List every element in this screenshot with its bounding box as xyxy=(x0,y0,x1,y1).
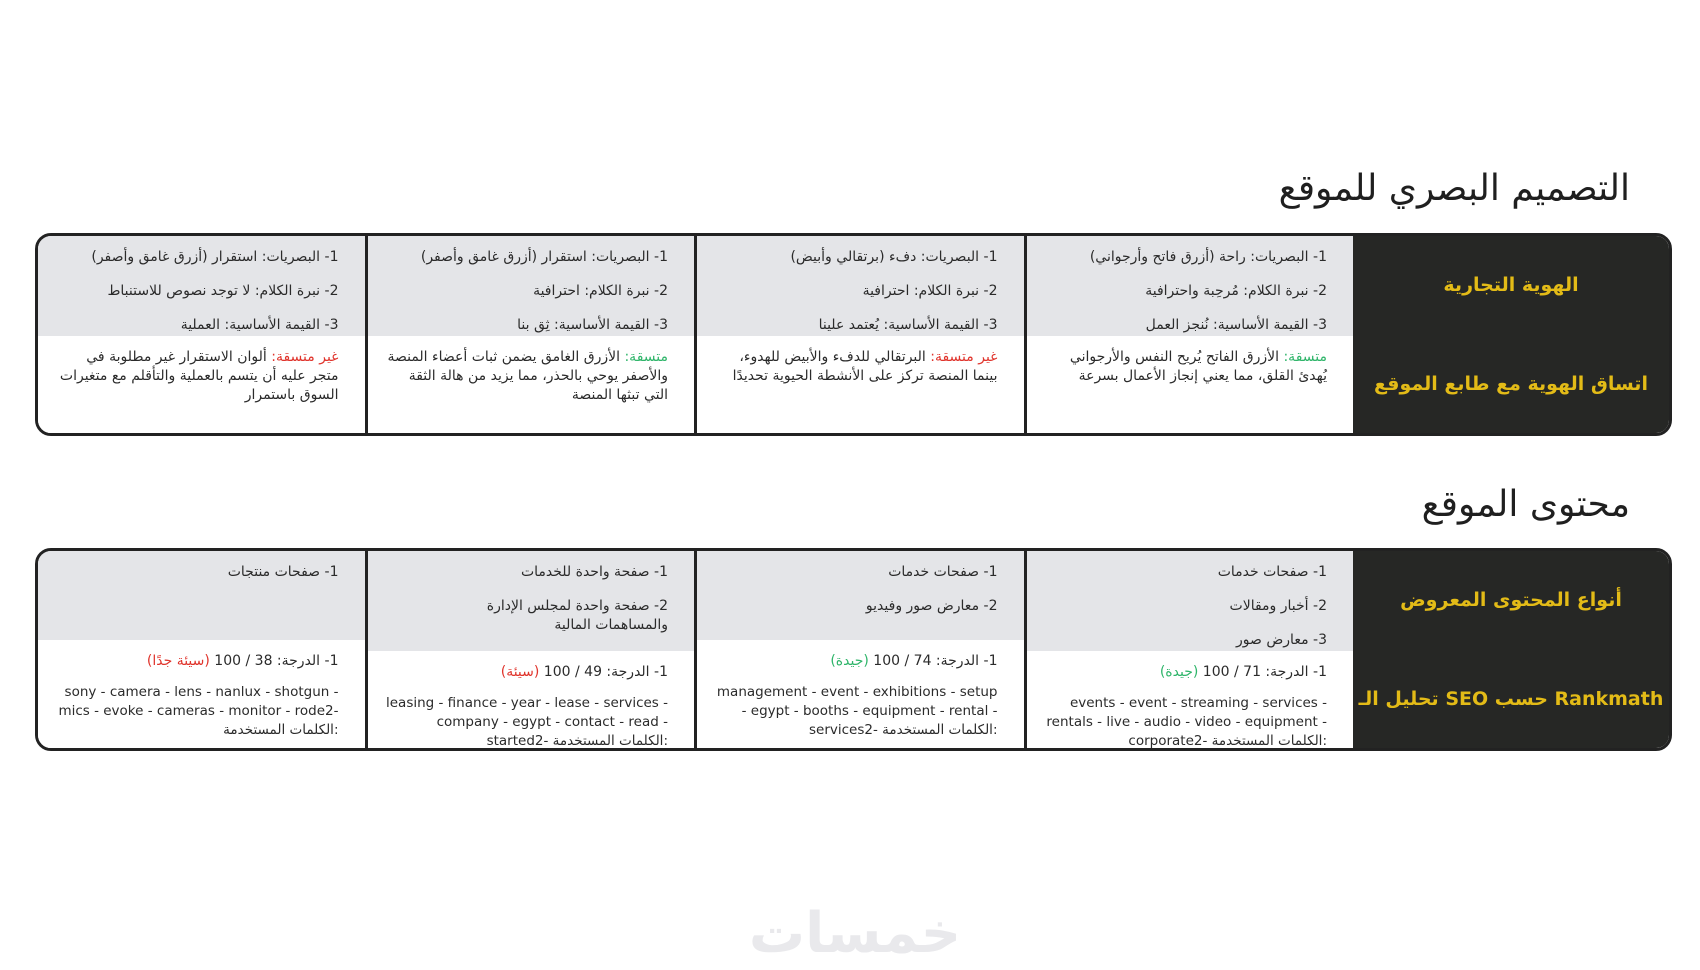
content-types-cell xyxy=(1027,551,1354,651)
consistency-cell xyxy=(38,336,365,433)
content-type-line: 2- معارض صور وفيديو xyxy=(865,598,998,614)
consistency-cell xyxy=(697,336,1024,433)
seo-score xyxy=(1043,663,1328,682)
seo-score xyxy=(713,652,998,671)
identity-line: 2- نبرة الكلام: احترافية xyxy=(862,283,998,299)
consistency-text xyxy=(1043,348,1328,386)
seo-keywords-label: 2- الكلمات المستخدمة: xyxy=(864,722,998,738)
content-type-line: 2- أخبار ومقالات xyxy=(1229,598,1327,614)
consistency-text xyxy=(384,348,669,405)
seo-score-label: (سيئة) xyxy=(500,664,540,680)
consistency-note: ألوان الاستقرار غير مطلوبة في متجر عليه أن يتسم بالعملية والتأقلم مع متغيرات السوق باستمرار xyxy=(59,349,339,403)
identity-line: 1- البصريات: راحة (أزرق فاتح وأرجواني) xyxy=(1089,249,1327,265)
seo-score xyxy=(384,663,669,682)
identity-cell xyxy=(38,236,365,336)
content-type-line: 3- معارض صور xyxy=(1236,632,1327,648)
content-column xyxy=(365,551,695,748)
seo-score-value: 1- الدرجة: 38 / 100 xyxy=(209,653,339,669)
identity-line: 1- البصريات: دفء (برتقالي وأبيض) xyxy=(790,249,998,265)
consistency-cell xyxy=(368,336,695,433)
seo-cell xyxy=(38,640,365,748)
seo-cell xyxy=(697,640,1024,748)
seo-keywords-list: sony - camera - lens - nanlux - shotgun - mics - evoke - cameras - monitor - rode xyxy=(58,684,339,719)
identity-line: 2- نبرة الكلام: لا توجد نصوص للاستنباط xyxy=(107,283,339,299)
content-types-cell xyxy=(697,551,1024,640)
identity-line: 3- القيمة الأساسية: ثِق بنا xyxy=(517,317,668,333)
seo-keywords-label: 2- الكلمات المستخدمة: xyxy=(534,733,668,749)
site-content-title: محتوى الموقع xyxy=(1421,484,1630,525)
identity-line: 2- نبرة الكلام: احترافية xyxy=(533,283,668,299)
identity-line: 3- القيمة الأساسية: العملية xyxy=(180,317,339,333)
consistency-note: الأزرق الفاتح يُريح النفس والأرجواني يُهدئ القلق، مما يعني إنجاز الأعمال بسرعة xyxy=(1069,349,1327,384)
seo-score-value: 1- الدرجة: 49 / 100 xyxy=(539,664,668,680)
content-type-line: 1- صفحات خدمات xyxy=(888,564,998,580)
content-row-headers xyxy=(1353,551,1669,748)
seo-score-value: 1- الدرجة: 71 / 100 xyxy=(1198,664,1327,680)
identity-cell xyxy=(1027,236,1354,336)
identity-line: 3- القيمة الأساسية: يُعتمد علينا xyxy=(818,317,998,333)
content-types-cell xyxy=(368,551,695,651)
seo-keywords-list: management - event - exhibitions - setup - egypt - booths - equipment - rental - services xyxy=(716,684,998,738)
visual-column xyxy=(1024,236,1354,433)
visual-column xyxy=(38,236,365,433)
seo-keywords xyxy=(713,683,998,740)
content-type-line: 1- صفحة واحدة للخدمات xyxy=(520,564,668,580)
content-column xyxy=(1024,551,1354,748)
consistency-cell xyxy=(1027,336,1354,433)
seo-keywords xyxy=(54,683,339,740)
seo-score xyxy=(54,652,339,671)
khamsat-logo: خمسات xyxy=(748,901,962,966)
consistency-verdict: غير متسقة: xyxy=(930,349,998,365)
seo-cell xyxy=(368,651,695,751)
identity-cell xyxy=(697,236,1024,336)
visual-column xyxy=(694,236,1024,433)
content-column xyxy=(694,551,1024,748)
visual-design-title: التصميم البصري للموقع xyxy=(1278,168,1630,209)
seo-keywords-list: leasing - finance - year - lease - services - company - egypt - contact - read - started xyxy=(385,695,668,749)
seo-cell xyxy=(1027,651,1354,751)
consistency-verdict: متسقة: xyxy=(1283,349,1327,365)
row-header-seo-analysis: تحليل الـ SEO حسب Rankmath xyxy=(1358,687,1664,710)
seo-keywords-list: events - event - streaming - services - rentals - live - audio - video - equipment - corporate xyxy=(1046,695,1327,749)
seo-keywords xyxy=(384,694,669,751)
row-header-identity-consistency: اتساق الهوية مع طابع الموقع xyxy=(1374,372,1648,395)
seo-keywords xyxy=(1043,694,1328,751)
content-type-line: 1- صفحات منتجات xyxy=(227,564,339,580)
consistency-text xyxy=(713,348,998,386)
seo-score-value: 1- الدرجة: 74 / 100 xyxy=(868,653,998,669)
seo-score-label: (سيئة جدًا) xyxy=(146,653,210,669)
consistency-text xyxy=(54,348,339,405)
consistency-note: الأزرق الغامق يضمن ثبات أعضاء المنصة والأصفر يوحي بالحذر، مما يزيد من هالة الثقة التي تبثها المنصة xyxy=(387,349,668,403)
content-type-line: 2- صفحة واحدة لمجلس الإدارة والمساهمات المالية xyxy=(486,598,668,633)
visual-row-headers xyxy=(1353,236,1669,433)
content-types-cell xyxy=(38,551,365,640)
identity-cell xyxy=(368,236,695,336)
visual-column xyxy=(365,236,695,433)
identity-line: 1- البصريات: استقرار (أزرق غامق وأصفر) xyxy=(420,249,668,265)
site-content-table xyxy=(35,548,1672,751)
seo-keywords-label: 2- الكلمات المستخدمة: xyxy=(1193,733,1327,749)
consistency-verdict: غير متسقة: xyxy=(271,349,339,365)
identity-line: 1- البصريات: استقرار (أزرق غامق وأصفر) xyxy=(91,249,339,265)
consistency-note: البرتقالي للدفء والأبيض للهدوء، بينما المنصة تركز على الأنشطة الحيوية تحديدًا xyxy=(732,349,998,384)
seo-score-label: (جيدة) xyxy=(1159,664,1199,680)
consistency-verdict: متسقة: xyxy=(624,349,668,365)
visual-design-table xyxy=(35,233,1672,436)
identity-line: 3- القيمة الأساسية: نُنجز العمل xyxy=(1145,317,1327,333)
row-header-brand-identity: الهوية التجارية xyxy=(1443,274,1579,297)
content-type-line: 1- صفحات خدمات xyxy=(1217,564,1327,580)
seo-score-label: (جيدة) xyxy=(830,653,869,669)
identity-line: 2- نبرة الكلام: مُرحِبة واحترافية xyxy=(1145,283,1327,299)
content-column xyxy=(38,551,365,748)
row-header-content-types: أنواع المحتوى المعروض xyxy=(1400,589,1622,612)
seo-keywords-label: 2- الكلمات المستخدمة: xyxy=(223,703,339,738)
